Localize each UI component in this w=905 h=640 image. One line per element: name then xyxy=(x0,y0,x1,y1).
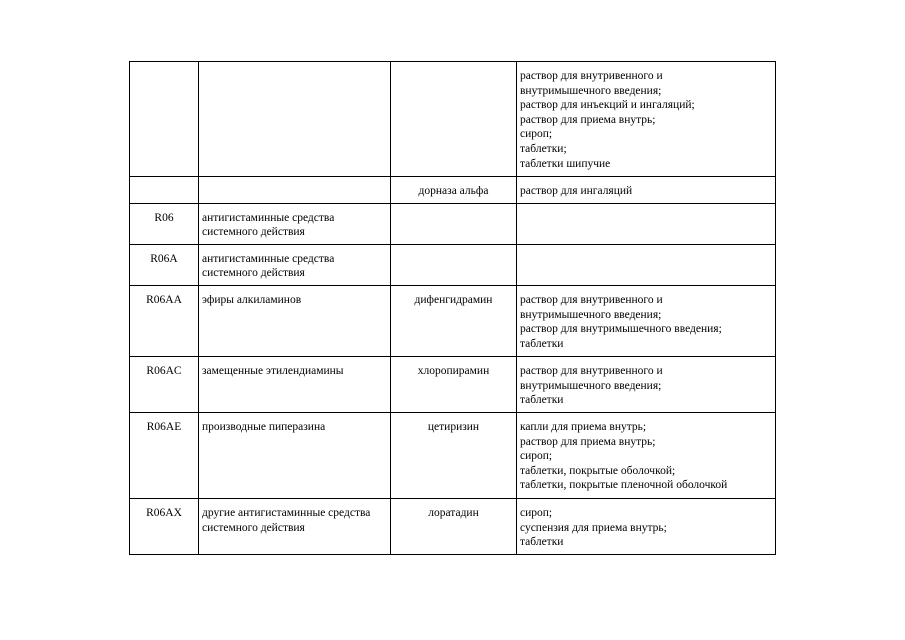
atc-group-cell: антигистаминные средства системного действия xyxy=(199,203,391,244)
dosage-forms-cell xyxy=(517,62,776,177)
dosage-forms-cell xyxy=(517,203,776,244)
dosage-forms-cell xyxy=(517,177,776,204)
table-row xyxy=(130,244,776,285)
dosage-form-line: капли для приема внутрь; xyxy=(520,420,647,433)
dosage-form-line: раствор для ингаляций xyxy=(520,185,633,197)
atc-group-cell: производные пиперазина xyxy=(199,412,391,498)
atc-code-cell xyxy=(130,177,199,204)
table-row xyxy=(130,412,776,498)
table-row xyxy=(130,177,776,204)
dosage-form-line: раствор для внутримышечного введения; xyxy=(520,323,722,336)
dosage-form-line: таблетки xyxy=(520,536,564,549)
dosage-form-line: раствор для приема внутрь; xyxy=(520,435,656,448)
dosage-form-line: внутримышечного введения; xyxy=(520,84,662,97)
dosage-form-line: таблетки, покрытые пленочной оболочкой xyxy=(520,479,728,492)
dosage-form-line: таблетки xyxy=(520,394,564,407)
dosage-forms-cell xyxy=(517,498,776,554)
drug-name-cell: лоратадин xyxy=(391,498,517,554)
dosage-form-line: сироп; xyxy=(520,128,553,141)
drug-table xyxy=(129,61,776,555)
dosage-forms-cell xyxy=(517,285,776,356)
table-row xyxy=(130,203,776,244)
drug-name-cell: дифенгидрамин xyxy=(391,285,517,356)
atc-group-cell: эфиры алкиламинов xyxy=(199,285,391,356)
atc-code-cell: R06AE xyxy=(130,412,199,498)
dosage-forms-cell xyxy=(517,356,776,412)
atc-group-cell: другие антигистаминные средства системного действия xyxy=(199,498,391,554)
table-row xyxy=(130,498,776,554)
table-row xyxy=(130,285,776,356)
drug-name-cell: цетиризин xyxy=(391,412,517,498)
atc-code-cell: R06AC xyxy=(130,356,199,412)
dosage-form-line: сироп; xyxy=(520,506,553,519)
drug-name-cell xyxy=(391,62,517,177)
dosage-form-line: таблетки шипучие xyxy=(520,157,611,170)
drug-name-cell xyxy=(391,244,517,285)
atc-group-cell xyxy=(199,62,391,177)
dosage-form-line: суспензия для приема внутрь; xyxy=(520,521,667,534)
table-body xyxy=(130,62,776,555)
atc-code-cell: R06AX xyxy=(130,498,199,554)
dosage-form-line: раствор для приема внутрь; xyxy=(520,113,656,126)
atc-group-cell xyxy=(199,177,391,204)
dosage-form-line: раствор для внутривенного и xyxy=(520,70,663,82)
dosage-forms-cell xyxy=(517,244,776,285)
dosage-form-line: раствор для внутривенного и xyxy=(520,293,663,306)
dosage-form-line: сироп; xyxy=(520,450,553,463)
atc-code-cell: R06 xyxy=(130,203,199,244)
atc-code-cell: R06A xyxy=(130,244,199,285)
table-row xyxy=(130,62,776,177)
atc-group-cell: замещенные этилендиамины xyxy=(199,356,391,412)
atc-group-cell: антигистаминные средства системного действия xyxy=(199,244,391,285)
dosage-form-line: таблетки; xyxy=(520,142,567,155)
dosage-forms-cell xyxy=(517,412,776,498)
drug-name-cell: дорназа альфа xyxy=(391,177,517,204)
table-row xyxy=(130,356,776,412)
dosage-form-line: внутримышечного введения; xyxy=(520,379,662,392)
drug-name-cell xyxy=(391,203,517,244)
drug-name-cell: хлоропирамин xyxy=(391,356,517,412)
atc-code-cell: R06AA xyxy=(130,285,199,356)
dosage-form-line: таблетки xyxy=(520,337,564,350)
dosage-form-line: раствор для внутривенного и xyxy=(520,364,663,377)
atc-code-cell xyxy=(130,62,199,177)
dosage-form-line: внутримышечного введения; xyxy=(520,308,662,321)
dosage-form-line: таблетки, покрытые оболочкой; xyxy=(520,464,676,477)
dosage-form-line: раствор для инъекций и ингаляций; xyxy=(520,99,695,112)
